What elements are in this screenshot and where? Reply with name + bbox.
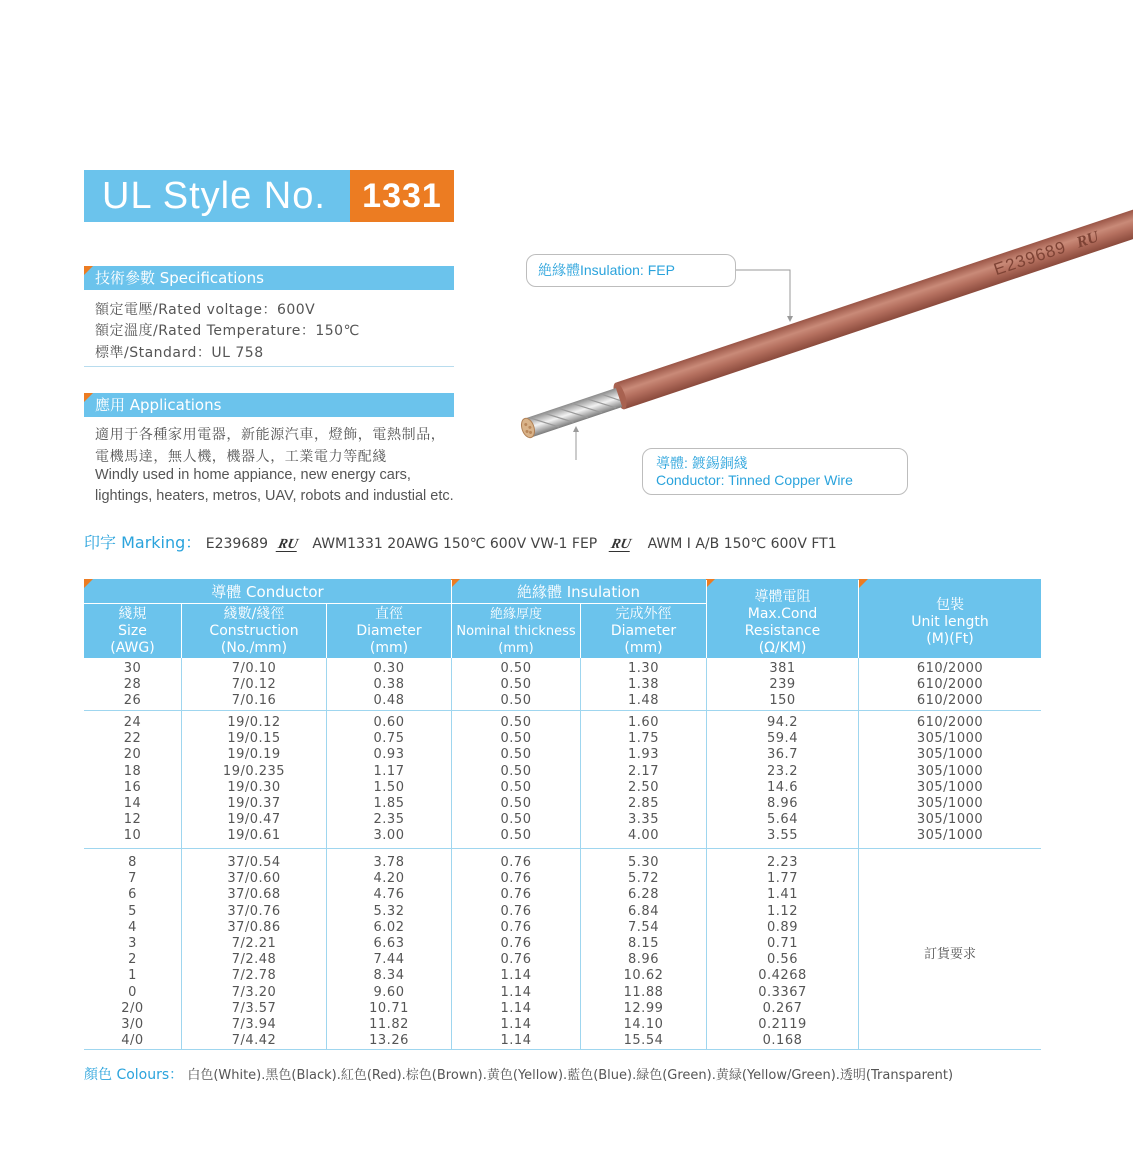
table-cell: 2.85 [628,796,659,811]
svg-text:RU: RU [1074,228,1102,252]
table-cell: 0.50 [500,796,532,811]
table-cell: 11.82 [369,1017,409,1032]
table-cell: 381 [769,661,796,676]
table-cell: 14.6 [767,779,798,795]
table-cell: 1.14 [500,968,532,984]
table-cell: 0.4268 [758,968,807,984]
table-cell: 1.30 [628,661,659,676]
spec-rated-voltage: 額定電壓/Rated voltage：600V [95,302,316,318]
table-cell: 19/0.30 [227,779,281,795]
table-cell: 3 [128,936,137,951]
application-line-2: 電機馬達，無人機，機器人，工業電力等配綫 [95,449,387,465]
table-cell: 7/0.16 [231,693,277,709]
table-cell: 610/2000 [916,661,984,676]
table-cell: 14.10 [623,1017,664,1032]
colours-label: 顏色 Colours： [84,1067,184,1083]
cul-logo-icon: RU [609,537,632,552]
table-cell: 0.50 [500,661,532,676]
table-cell: 30 [123,661,142,676]
table-cell: 1.41 [767,887,798,903]
table-cell: 0.76 [500,903,532,919]
table-cell: 4.20 [373,871,405,887]
table-cell: 10.62 [623,968,664,984]
table-cell: 16 [123,779,142,795]
col-separator [858,658,859,710]
table-cell: 10 [123,828,142,844]
table-cell: 305/1000 [916,828,984,844]
table-cell: 37/0.54 [227,855,281,870]
table-cell: 1.14 [500,1000,532,1016]
table-cell: 0.30 [373,661,405,676]
table-cell: 0.50 [500,763,532,779]
table-cell: 0.50 [500,747,532,763]
table-cell: 19/0.12 [227,715,281,730]
table-cell: 7/2.78 [231,968,277,984]
table-cell: 0.267 [762,1000,803,1016]
title-style-number: 1331 [350,170,454,222]
col-separator [580,658,581,710]
table-cell: 28 [123,677,142,693]
col-separator [326,711,327,848]
table-cell: 239 [769,677,796,693]
table-cell: 4 [128,919,137,935]
col-separator [451,711,452,848]
table-cell: 0.38 [373,677,405,693]
table-cell: 7.54 [628,919,659,935]
table-cell: 0.50 [500,693,532,709]
table-cell: 5.30 [628,855,659,870]
table-cell: 7/0.10 [231,661,277,676]
table-cell: 305/1000 [916,796,984,811]
table-cell: 2.17 [628,763,659,779]
table-cell: 2.23 [767,855,798,870]
col-separator [451,658,452,710]
table-cell: 19/0.37 [227,796,281,811]
table-cell: 6.63 [373,936,405,951]
marking-code: E239689 [205,536,269,552]
col-separator [181,849,182,1049]
table-cell: 8 [128,855,137,870]
table-cell: 1.85 [373,796,405,811]
table-cell: 18 [123,763,142,779]
table-cell: 0.50 [500,812,532,828]
table-cell: 1.17 [373,763,405,779]
table-cell: 4/0 [121,1033,144,1049]
col-header-nominal-thickness: 絶緣厚度 Nominal thickness (mm) [456,607,576,656]
group-header-insulation: 絶緣體 Insulation [516,583,641,601]
col-header-unit-length: 包裝 Unit length (M)(Ft) [911,597,989,647]
table-cell: 0.50 [500,731,532,747]
table-cell: 0.50 [500,779,532,795]
table-cell: 610/2000 [916,677,984,693]
conductor-label-en: Conductor: Tinned Copper Wire [656,472,853,488]
table-cell: 8.96 [628,952,659,968]
table-cell: 0.3367 [758,984,807,1000]
table-cell: 7.44 [373,952,405,968]
spec-standard: 標準/Standard：UL 758 [95,345,264,361]
col-header-construction: 綫數/綫徑 Construction (No./mm) [209,606,299,656]
marking-label: 印字 Marking： [84,533,202,552]
col-header-overall-diameter: 完成外徑 Diameter (mm) [610,606,677,656]
insulation-label: 絶緣體Insulation: FEP [538,262,675,278]
table-cell: 610/2000 [916,715,984,730]
row-group-separator [84,848,1041,849]
table-cell: 0.50 [500,828,532,844]
table-cell: 9.60 [373,984,405,1000]
row-group-separator [84,1049,1041,1050]
table-cell: 0.71 [767,936,798,951]
table-cell: 1.77 [767,871,798,887]
application-line-4: lightings, heaters, metros, UAV, robots and industial etc. [95,488,454,504]
table-cell: 3.78 [373,855,405,870]
table-cell: 305/1000 [916,812,984,828]
table-cell: 5.64 [767,812,798,828]
table-cell: 5.32 [373,903,405,919]
col-separator [451,849,452,1049]
table-cell: 1.12 [767,903,798,919]
table-cell: 59.4 [767,731,798,747]
table-cell: 7/3.94 [231,1017,277,1032]
table-cell: 7/2.21 [231,936,277,951]
table-cell: 13.26 [369,1033,409,1049]
table-cell: 12.99 [623,1000,664,1016]
table-cell: 37/0.76 [227,903,281,919]
table-cell: 0.76 [500,919,532,935]
table-cell: 0.93 [373,747,405,763]
ul-logo-icon: RU [276,537,299,552]
conductor-label-cn: 導體: 鍍錫銅綫 [656,455,748,471]
table-cell: 0.56 [767,952,798,968]
table-cell: 4.00 [628,828,659,844]
table-cell: 2.35 [373,812,405,828]
table-cell: 19/0.19 [227,747,281,763]
marking-awm: AWM1331 20AWG 150℃ 600V VW-1 FEP [312,536,598,552]
table-cell: 3/0 [121,1017,144,1032]
table-cell: 6.02 [373,919,405,935]
table-cell: 7 [128,871,137,887]
table-cell: 20 [123,747,142,763]
col-separator [326,849,327,1049]
table-cell: 6.28 [628,887,659,903]
table-cell: 19/0.47 [227,812,281,828]
col-separator [181,711,182,848]
colours-line [84,1064,953,1084]
row-group-separator [84,710,1041,711]
table-cell: 10.71 [369,1000,409,1016]
col-separator [706,658,707,710]
table-cell: 8.15 [628,936,659,951]
table-cell: 2 [128,952,137,968]
table-cell: 0 [128,984,137,1000]
col-separator [706,849,707,1049]
table-cell: 305/1000 [916,747,984,763]
application-line-3: Windly used in home appiance, new energy cars, [95,467,411,483]
table-cell: 14 [123,796,142,811]
application-line-1: 適用于各種家用電器，新能源汽車，燈飾，電熱制品， [95,427,446,443]
table-cell: 0.168 [762,1033,803,1049]
table-cell: 610/2000 [916,693,984,709]
table-cell: 37/0.86 [227,919,281,935]
table-cell: 1 [128,968,137,984]
table-cell: 11.88 [623,984,664,1000]
table-cell: 0.50 [500,677,532,693]
table-cell: 1.60 [628,715,659,730]
table-cell: 1.48 [628,693,659,709]
table-cell: 0.50 [500,715,532,730]
table-cell: 12 [123,812,142,828]
wire-print-text: E239689 [991,237,1069,280]
title-style-label: UL Style No. [84,170,350,222]
table-cell: 150 [769,693,796,709]
table-cell: 3.55 [767,828,798,844]
table-cell: 26 [123,693,142,709]
table-cell: 7/0.12 [231,677,277,693]
col-separator [580,711,581,848]
table-cell: 1.50 [373,779,405,795]
table-cell: 24 [123,715,142,730]
table-cell: 7/3.57 [231,1000,277,1016]
marking-awm-rating: AWM I A/B 150℃ 600V FT1 [647,536,837,552]
colours-list: 白色(White).黑色(Black).紅色(Red).棕色(Brown).黄色(Yellow).藍色(Blue).緑色(Green).黄緑(Yellow/Green).透明(Transparent) [187,1068,954,1083]
table-cell: 305/1000 [916,779,984,795]
table-cell: 22 [123,731,142,747]
table-cell: 19/0.235 [222,763,286,779]
applications-header-text: 應用 Applications [95,396,222,414]
table-cell: 1.14 [500,1033,532,1049]
table-cell: 2/0 [121,1000,144,1016]
table-cell: 7/2.48 [231,952,277,968]
table-cell: 36.7 [767,747,798,763]
table-cell: 37/0.68 [227,887,281,903]
table-cell: 0.48 [373,693,405,709]
col-separator [181,658,182,710]
table-cell: 0.75 [373,731,405,747]
col-header-size: 綫規 Size (AWG) [110,606,155,656]
table-cell: 1.93 [628,747,659,763]
col-header-resistance: 導體電阻 Max.Cond Resistance (Ω/KM) [744,589,821,656]
table-cell: 2.50 [628,779,659,795]
table-cell: 305/1000 [916,763,984,779]
table-cell: 6 [128,887,137,903]
spec-rated-temperature: 額定溫度/Rated Temperature：150℃ [95,323,360,339]
table-cell: 3.35 [628,812,659,828]
table-cell: 8.96 [767,796,798,811]
table-cell: 3.00 [373,828,405,844]
order-note: 訂貨要求 [923,947,976,962]
table-cell: 0.76 [500,952,532,968]
col-separator [580,849,581,1049]
table-cell: 7/3.20 [231,984,277,1000]
table-cell: 0.76 [500,871,532,887]
table-cell: 0.76 [500,936,532,951]
table-cell: 1.38 [628,677,659,693]
table-cell: 0.89 [767,919,798,935]
table-cell: 6.84 [628,903,659,919]
table-cell: 5 [128,903,137,919]
table-cell: 8.34 [373,968,405,984]
table-cell: 19/0.15 [227,731,281,747]
col-separator [326,658,327,710]
table-cell: 0.76 [500,855,532,870]
table-cell: 1.75 [628,731,659,747]
col-header-conductor-diameter: 直徑 Diameter (mm) [356,606,422,656]
col-separator [706,711,707,848]
table-cell: 305/1000 [916,731,984,747]
table-cell: 23.2 [767,763,798,779]
table-cell: 1.14 [500,1017,532,1032]
table-cell: 19/0.61 [227,828,281,844]
table-cell: 37/0.60 [227,871,281,887]
table-cell: 4.76 [373,887,405,903]
group-header-conductor: 導體 Conductor [211,583,324,601]
table-cell: 5.72 [628,871,659,887]
table-cell: 15.54 [623,1033,664,1049]
col-separator [858,711,859,848]
table-cell: 94.2 [767,715,798,730]
table-cell: 0.2119 [758,1017,807,1032]
table-cell: 1.14 [500,984,532,1000]
table-cell: 0.76 [500,887,532,903]
table-cell: 0.60 [373,715,405,730]
table-cell: 7/4.42 [231,1033,277,1049]
specifications-header-text: 技術參數 Specifications [95,269,264,287]
